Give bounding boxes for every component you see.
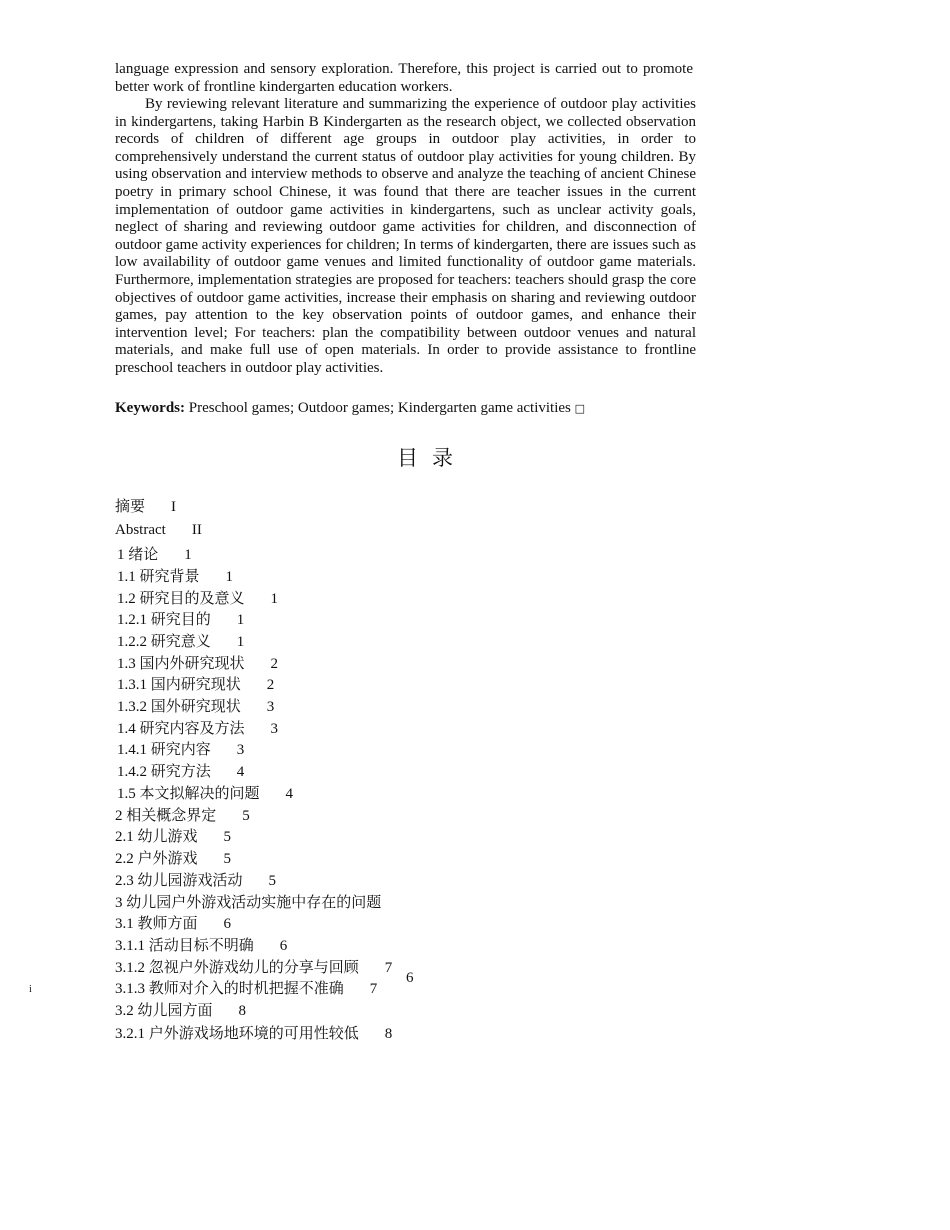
toc-entry[interactable]: 3.2.1 户外游戏场地环境的可用性较低 8 <box>115 1026 393 1042</box>
toc-entry[interactable]: 2.1 幼儿游戏 5 <box>115 829 232 845</box>
keywords-mark: □ <box>574 402 586 415</box>
toc-entry[interactable]: 1.5 本文拟解决的问题 4 <box>117 786 294 802</box>
toc-entry[interactable]: 1.3.1 国内研究现状 2 <box>117 677 275 693</box>
toc-entry[interactable]: 1.2.1 研究目的 1 <box>117 612 245 628</box>
toc-entry[interactable]: 1.1 研究背景 1 <box>117 569 234 585</box>
toc-entry[interactable]: 1.4 研究内容及方法 3 <box>117 721 279 737</box>
toc-entry[interactable]: Abstract II <box>115 522 202 538</box>
abstract-continuation: language expression and sensory exploration. Therefore, this project is carried out to promote better work of frontline kindergarten education workers. <box>115 61 693 95</box>
toc-entry[interactable]: 1.2.2 研究意义 1 <box>117 634 245 650</box>
toc-entry[interactable]: 摘要 I <box>115 499 177 515</box>
keywords-text: Preschool games; Outdoor games; Kindergarten game activities <box>188 400 571 416</box>
toc-title: 目录 <box>397 446 467 470</box>
toc-entry[interactable]: 2.3 幼儿园游戏活动 5 <box>115 873 277 889</box>
keywords-label: Keywords: <box>115 400 185 416</box>
toc-entry[interactable]: 2 相关概念界定 5 <box>115 808 250 824</box>
toc-entry[interactable]: 1.3.2 国外研究现状 3 <box>117 699 275 715</box>
toc-entry[interactable]: 1.4.2 研究方法 4 <box>117 764 245 780</box>
toc-entry[interactable]: 1 绪论 1 <box>117 547 192 563</box>
toc-entry[interactable]: 3 幼儿园户外游戏活动实施中存在的问题 <box>115 895 382 911</box>
toc-entry[interactable]: 3.1.2 忽视户外游戏幼儿的分享与回顾 7 <box>115 960 393 976</box>
toc-entry[interactable]: 3.1 教师方面 6 <box>115 916 232 932</box>
toc-entry[interactable]: 1.3 国内外研究现状 2 <box>117 656 279 672</box>
toc-entry[interactable]: 1.4.1 研究内容 3 <box>117 742 245 758</box>
toc-entry[interactable]: 2.2 户外游戏 5 <box>115 851 232 867</box>
toc-entry[interactable]: 3.1.3 教师对介入的时机把握不准确 7 <box>115 981 378 997</box>
toc-entry[interactable]: 3.1.1 活动目标不明确 6 <box>115 938 288 954</box>
toc-entry[interactable]: 1.2 研究目的及意义 1 <box>117 591 279 607</box>
toc-entry[interactable]: 3.2 幼儿园方面 8 <box>115 1003 247 1019</box>
page-marker: i <box>29 984 32 995</box>
abstract-paragraph: By reviewing relevant literature and summarizing the experience of outdoor play activities in kindergartens, taking Harbin B Kindergarten as the research object, we collected observation records of children of different age groups in outdoor play activities, in order to comprehensively understand the current status of outdoor play activities for young children. By using observation and interview methods to observe and analyze the teaching of ancient Chinese poetry in primary school Chinese, it was found that there are teacher issues in the current implementation of outdoor game activities in kindergartens, such as unclear activity goals, neglect of sharing and reviewing outdoor game activities for children, and disconnection of outdoor game activity experiences for children; In terms of kindergarten, there are issues such as low availability of outdoor game venues and limited functionality of outdoor game materials. Furthermore, implementation strategies are proposed for teachers: teachers should grasp the core objectives of outdoor game activities, increase their emphasis on sharing and reviewing outdoor games, pay attention to the key observation points of outdoor games, and enhance their intervention level; For teachers: plan the compatibility between outdoor venues and natural materials, and make full use of open materials. In order to provide assistance to frontline preschool teachers in outdoor play activities. <box>115 96 696 376</box>
toc-stray-page-number: 6 <box>406 970 414 986</box>
